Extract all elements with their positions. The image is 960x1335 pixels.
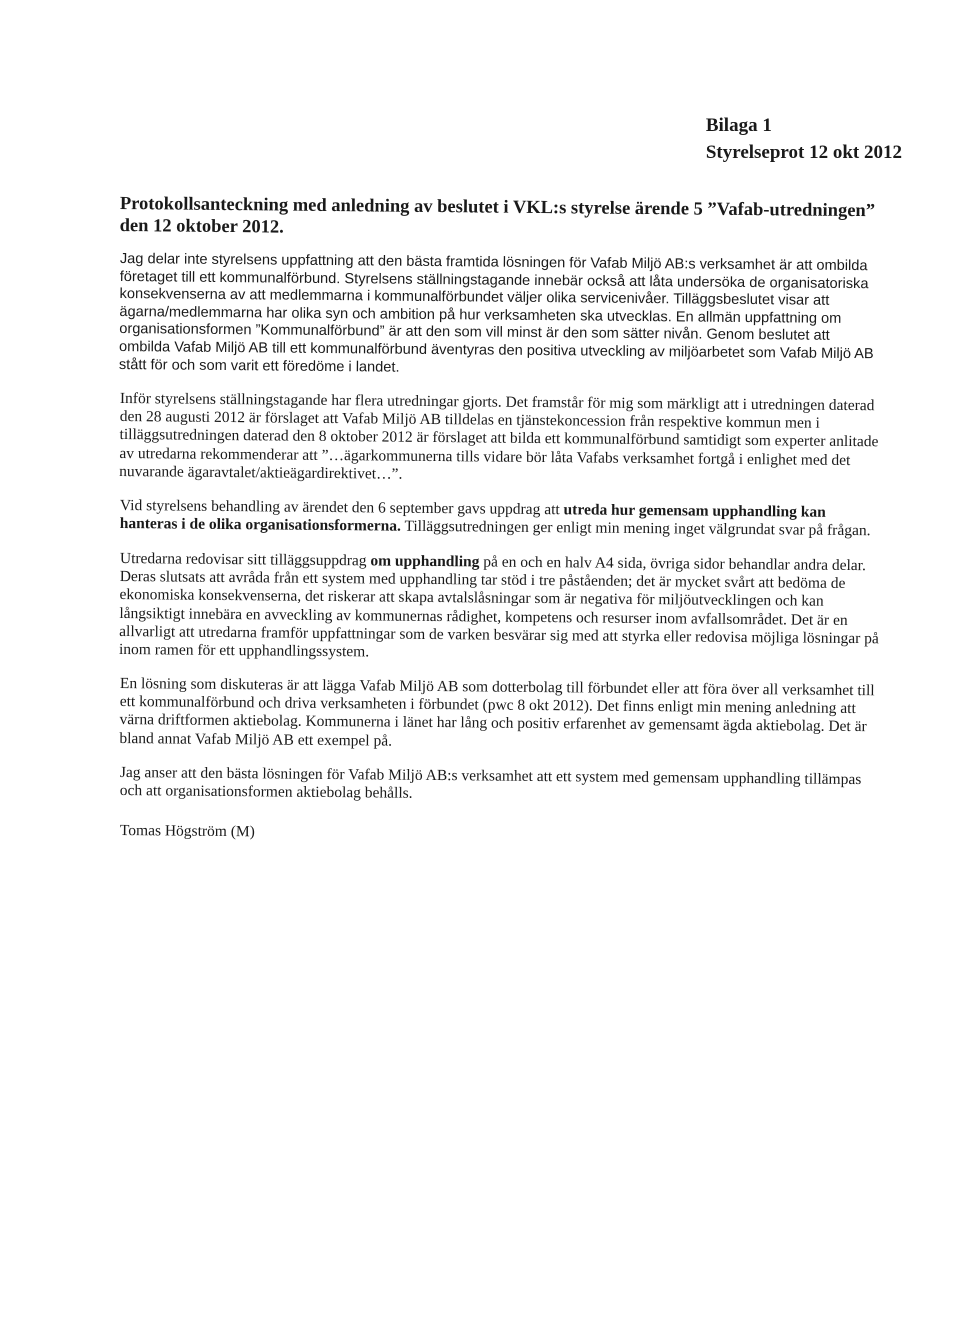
document-body: [120, 193, 880, 856]
paragraph-5: En lösning som diskuteras är att lägga Vafab Miljö AB som dotterbolag till förbundet eller att föra över all verksamhet till ett kommunalförbund och driva verksamheten i förbundet (pwc 8 okt 2012). Det finns enligt min mening anledning att värna driftformen aktiebolag. Kommunerna i länet har lång och positiv erfarenhet av gemensamt ägda aktiebolag. Det är bland annat Vafab Miljö AB ett exempel på.: [119, 674, 875, 750]
signature: Tomas Högström (M): [119, 822, 255, 841]
paragraph-4-bold: om upphandling: [370, 551, 480, 571]
paragraph-3-text-a: Vid styrelsens behandling av ärendet den 6 september gavs uppdrag att: [119, 497, 564, 519]
paragraph-4-text-c: på en och en halv A4 sida, övriga sidor behandlar andra delar. Deras slutsats att avråda från ett system med upphandling tar stöd i tre påståenden; det är mycket svårt att bedöma de ekonomiska konsekvenserna, det riskerar att skapa avtalslåsningar som är negativa för miljöutvecklingen och kan långsiktigt innebära en avveckling av kommunernas rådighet, kompetens och resurser inom avfallsområdet. Det är en allvarligt att utredarna framför uppfattningar som de varken besvärar sig med att styrka eller redovisa möjliga lösningar på inom ramen för ett upphandlingssystem.: [118, 553, 879, 660]
paragraph-3-text-c: Tilläggsutredningen ger enligt min mening inget välgrundat svar på frågan.: [400, 518, 871, 540]
paragraph-3-bold: utreda hur gemensam upphandling kan hanteras i de olika organisationsformerna.: [119, 501, 826, 536]
paragraph-1: Jag delar inte styrelsens uppfattning att den bästa framtida lösningen för Vafab Miljö AB:s verksamhet är att ombilda företaget till ett kommunalförbund. Styrelsens ställningstagande innebär också att låta undersöka de organisatoriska konsekvenserna av att medlemmarna i kommunalförbundet väljer olika servicenivåer. Tilläggsbeslutet visar att ägarna/medlemmarna har olika syn och ambition på hur verksamheten ska utvecklas. En allmän uppfattning om organisationsformen ”Kommunalförbund” är att den som vill minst är den som sätter nivån. Genom beslutet att ombilda Vafab Miljö AB till ett kommunalförbund äventyras den positiva utveckling av miljöarbetet som Vafab Miljö AB stått för och som varit ett föredöme i landet.: [118, 251, 874, 376]
paragraph-6: Jag anser att den bästa lösningen för Vafab Miljö AB:s verksamhet att ett system med gemensam upphandling tillämpas och att organisationsformen aktiebolag behålls.: [119, 763, 862, 802]
paragraph-3: [120, 497, 880, 541]
document-title: Protokollsanteckning med anledning av beslutet i VKL:s styrelse ärende 5 ”Vafab-utredningen” den 12 oktober 2012.: [119, 193, 876, 238]
document-header: [706, 112, 902, 166]
attachment-label: Bilaga 1: [705, 115, 772, 136]
paragraph-2: Inför styrelsens ställningstagande har flera utredningar gjorts. Det framstår för mig som märkligt att i utredningen daterad den 28 augusti 2012 är förslaget att Vafab Miljö AB tilldelas en tjänstekoncession från respektive kommun men i tilläggsutredningen daterad den 8 oktober 2012 är förslaget att bilda ett kommunalförbund samtidigt som experter anlitade av utredarna rekommenderar att ”…ägarkommunerna tills vidare bör låta Vafabs verksamhet fortgå i enlighet med det nuvarande ägaravtalet/aktieägardirektivet…”.: [119, 390, 879, 483]
paragraph-4: [119, 550, 880, 667]
protocol-reference: Styrelseprot 12 okt 2012: [705, 142, 902, 163]
paragraph-4-text-a: Utredarna redovisar sitt tilläggsuppdrag: [119, 549, 371, 569]
